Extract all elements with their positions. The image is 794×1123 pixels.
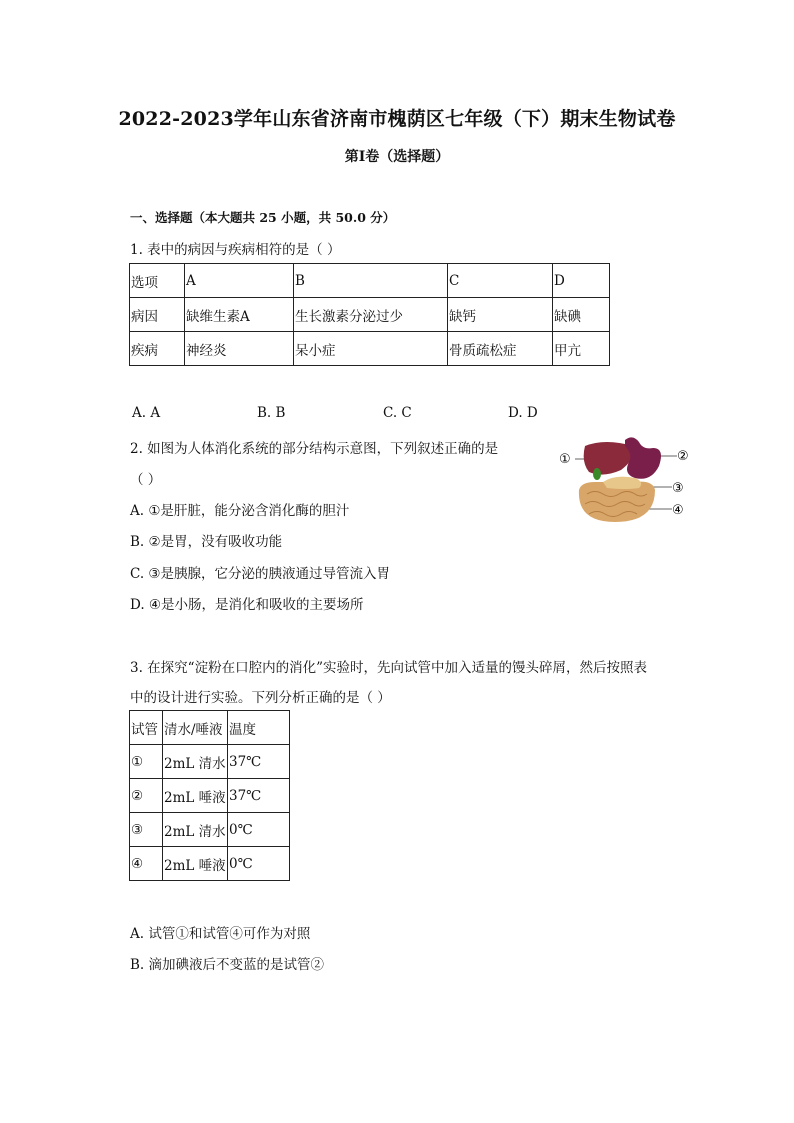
- question-1-option-b[interactable]: B. B: [257, 405, 286, 421]
- digestive-system-diagram: [555, 432, 695, 524]
- question-1-table: [129, 263, 610, 366]
- pancreas-shape: [603, 477, 641, 489]
- diagram-label-4: ④: [672, 503, 684, 518]
- table-cell: 缺碘: [553, 298, 610, 332]
- table-cell: 生长激素分泌过少: [294, 298, 448, 332]
- question-3-option-a[interactable]: A. 试管①和试管④可作为对照: [130, 926, 311, 942]
- table-cell: 2mL 唾液: [163, 847, 228, 881]
- diagram-label-3: ③: [672, 481, 684, 496]
- diagram-label-2: ②: [677, 449, 689, 464]
- table-cell: ③: [130, 813, 163, 847]
- section-heading: 一、选择题（本大题共 25 小题，共 50.0 分）: [130, 210, 396, 225]
- question-2-option-b[interactable]: B. ②是胃，没有吸收功能: [130, 534, 283, 550]
- table-cell: 2mL 清水: [163, 745, 228, 779]
- table-row: [130, 847, 290, 881]
- question-1-option-c[interactable]: C. C: [383, 405, 412, 421]
- table-cell: D: [553, 264, 610, 298]
- table-cell: A: [185, 264, 294, 298]
- table-row: [130, 813, 290, 847]
- table-row: [130, 745, 290, 779]
- table-row: [130, 779, 290, 813]
- table-cell: 温度: [228, 711, 290, 745]
- table-cell: 选项: [130, 264, 185, 298]
- gallbladder-shape: [593, 468, 601, 480]
- page-subtitle: 第I卷（选择题）: [344, 149, 450, 165]
- question-3-table: [129, 710, 290, 881]
- page-title: 2022-2023学年山东省济南市槐荫区七年级（下）期末生物试卷: [118, 108, 676, 130]
- question-2-option-d[interactable]: D. ④是小肠，是消化和吸收的主要场所: [130, 597, 364, 613]
- table-row: [130, 711, 290, 745]
- table-cell: ②: [130, 779, 163, 813]
- table-cell: 病因: [130, 298, 185, 332]
- table-cell: 2mL 清水: [163, 813, 228, 847]
- question-2-option-a[interactable]: A. ①是肝脏，能分泌含消化酶的胆汁: [130, 503, 350, 519]
- table-cell: 疾病: [130, 332, 185, 366]
- table-cell: 骨质疏松症: [448, 332, 553, 366]
- table-cell: 神经炎: [185, 332, 294, 366]
- table-row: [130, 298, 610, 332]
- table-cell: ④: [130, 847, 163, 881]
- table-cell: 甲亢: [553, 332, 610, 366]
- table-cell: C: [448, 264, 553, 298]
- table-cell: 缺维生素A: [185, 298, 294, 332]
- table-row: [130, 332, 610, 366]
- question-3-option-b[interactable]: B. 滴加碘液后不变蓝的是试管②: [130, 957, 325, 973]
- question-1-option-d[interactable]: D. D: [508, 405, 538, 421]
- table-cell: 37℃: [228, 745, 290, 779]
- question-1-option-a[interactable]: A. A: [132, 405, 161, 421]
- table-cell: ①: [130, 745, 163, 779]
- question-3-stem-line2: 中的设计进行实验。下列分析正确的是（ ）: [130, 690, 391, 706]
- table-cell: 2mL 唾液: [163, 779, 228, 813]
- diagram-label-1: ①: [559, 452, 571, 467]
- question-3-stem-line1: 3. 在探究“淀粉在口腔内的消化”实验时，先向试管中加入适量的馒头碎屑，然后按照表: [130, 660, 647, 676]
- question-2-option-c[interactable]: C. ③是胰腺，它分泌的胰液通过导管流入胃: [130, 566, 391, 582]
- table-cell: 缺钙: [448, 298, 553, 332]
- table-cell: 37℃: [228, 779, 290, 813]
- stomach-shape: [625, 437, 661, 478]
- table-cell: 呆小症: [294, 332, 448, 366]
- table-cell: 0℃: [228, 813, 290, 847]
- table-cell: B: [294, 264, 448, 298]
- table-cell: 0℃: [228, 847, 290, 881]
- question-2-stem-line1: 2. 如图为人体消化系统的部分结构示意图，下列叙述正确的是: [130, 441, 499, 457]
- table-cell: 试管: [130, 711, 163, 745]
- question-1-stem: 1. 表中的病因与疾病相符的是（ ）: [130, 242, 341, 258]
- table-cell: 清水/唾液: [163, 711, 228, 745]
- table-row: [130, 264, 610, 298]
- question-2-stem-line2: （ ）: [130, 472, 162, 488]
